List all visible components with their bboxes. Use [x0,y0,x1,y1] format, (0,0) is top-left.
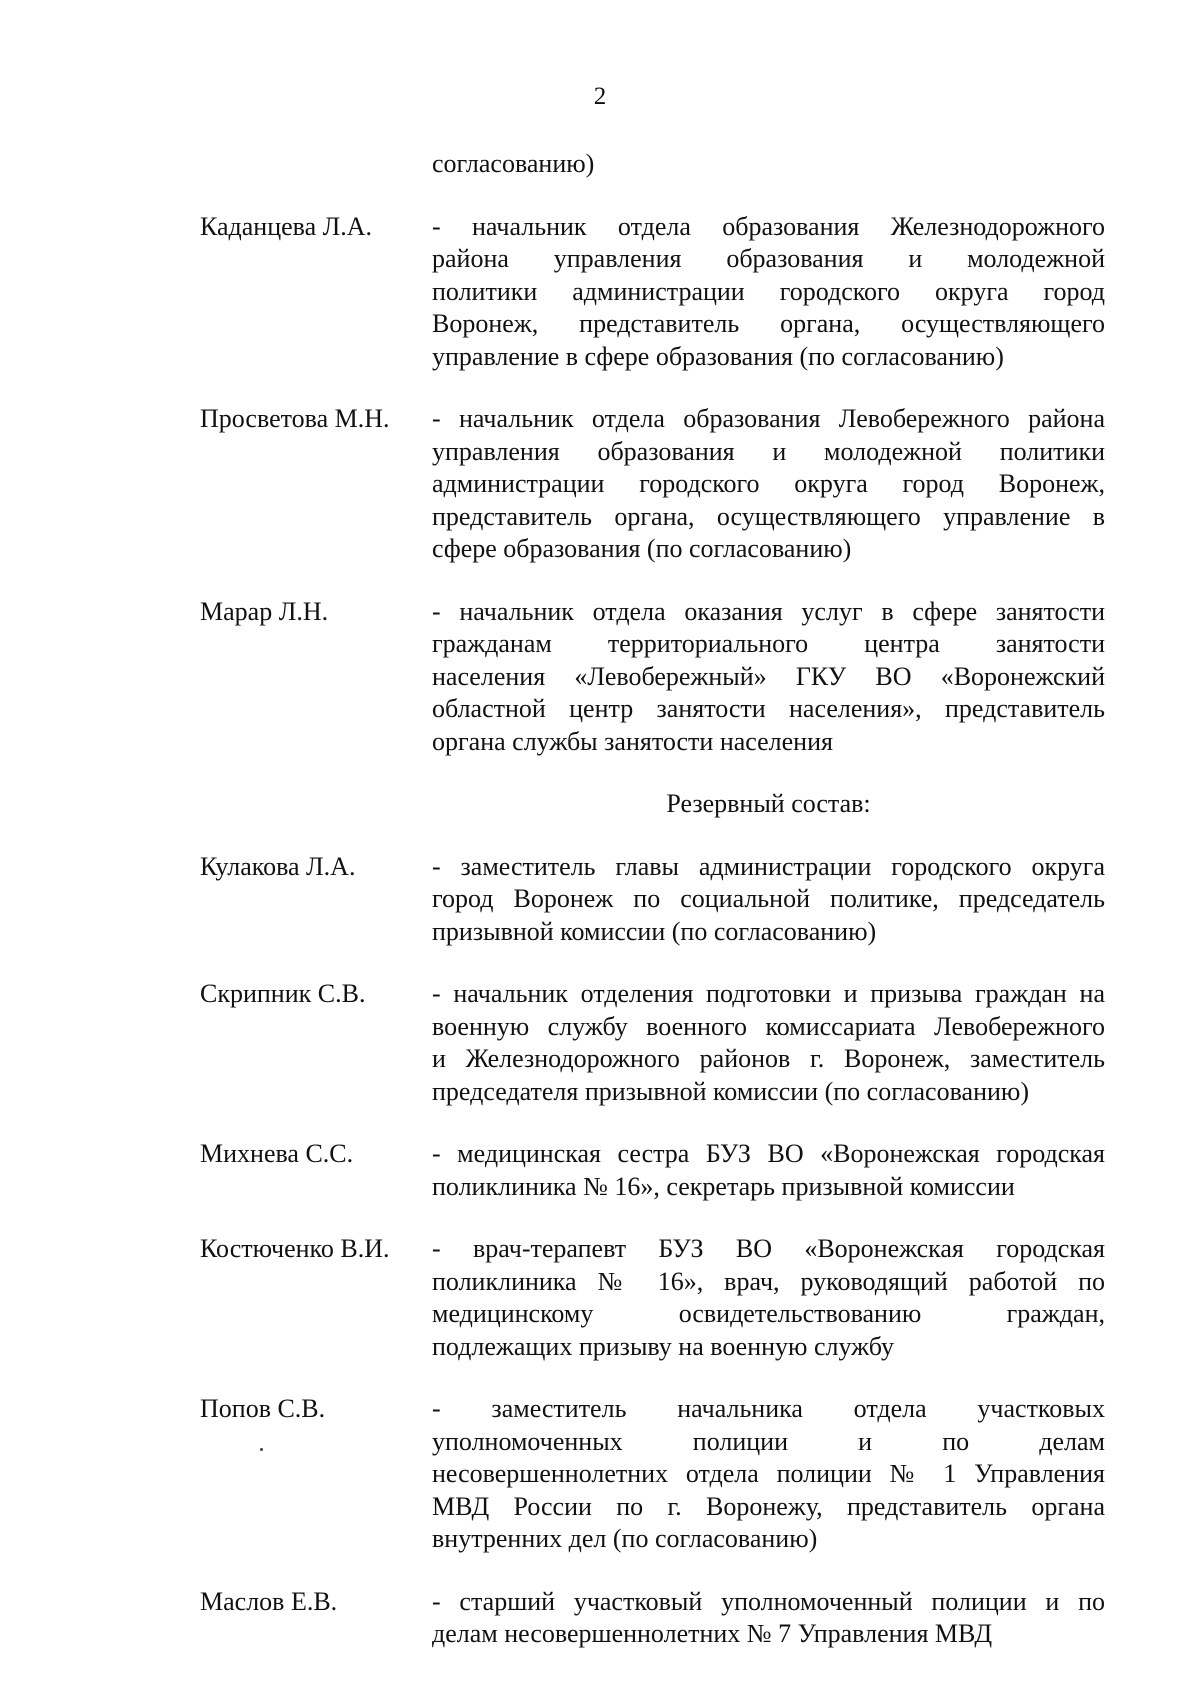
position-text-line: - начальник отделения подготовки и призыва граждан на [432,979,1105,1008]
position-text-line: - начальник отдела оказания услуг в сфере занятости [432,596,1105,626]
position-text-line: и Железнодорожного районов г. Воронеж, заместитель [432,1044,1105,1073]
position-text-line: подлежащих призыву на военную службу [432,1331,894,1361]
position-text-line: призывной комиссии (по согласованию) [432,916,877,946]
main-members-list [200,211,1105,759]
position-text-line: политики администрации городского округа город [432,276,1105,306]
member-name: Марар Л.Н. [200,596,329,626]
member-position [432,1586,1105,1651]
member-name: Михнева С.С. [200,1139,354,1168]
position-text-line: военную службу военного комиссариата Левобережного [432,1011,1105,1041]
member-position [432,1138,1105,1203]
position-text-line: внутренних дел (по согласованию) [432,1524,818,1553]
position-text-line: управления образования и молодежной политики [432,436,1105,466]
member-name: Кулакова Л.А. [200,851,356,881]
position-text-line: администрации городского округа город Воронеж, [432,469,1105,498]
position-text-line: - заместитель главы администрации городского округа [432,851,1105,881]
reserve-members-list [200,851,1105,1651]
reserve-member-entry [200,1233,1105,1363]
reserve-member-entry [200,1586,1105,1651]
position-text-line: МВД России по г. Воронежу, представитель органа [432,1491,1105,1521]
member-position [432,1233,1105,1363]
member-position [432,851,1105,949]
position-text-line: - старший участковый уполномоченный полиции и по [432,1586,1105,1616]
position-text-line: - начальник отдела образования Железнодорожного [432,211,1105,241]
member-name: Костюченко В.И. [200,1234,390,1263]
reserve-member-entry [200,1138,1105,1203]
position-text-line: - начальник отдела образования Левобережного района [432,404,1105,433]
position-text-line: делам несовершеннолетних № 7 Управления МВД [432,1619,993,1648]
position-text-line: - заместитель начальника отдела участковых [432,1394,1105,1423]
position-text-line: председателя призывной комиссии (по согласованию) [432,1076,1029,1106]
continuation-text: согласованию) [432,149,595,178]
member-position [432,403,1105,566]
position-text-line: несовершеннолетних отдела полиции № 1 Управления [432,1459,1105,1488]
main-member-entry [200,403,1105,566]
position-text-line: медицинскому освидетельствованию граждан, [432,1299,1105,1328]
position-text-line: управление в сфере образования (по согласованию) [432,341,1004,371]
position-text-line: уполномоченных полиции и по делам [432,1426,1105,1456]
main-member-entry [200,211,1105,374]
member-name: Просветова М.Н. [200,404,390,433]
member-name: Попов С.В. [200,1394,326,1423]
position-text-line: областной центр занятости населения», представитель [432,694,1105,723]
member-position [432,978,1105,1108]
reserve-member-entry [200,978,1105,1108]
reserve-member-entry [200,851,1105,949]
main-member-entry [200,596,1105,759]
position-text-line: Воронеж, представитель органа, осуществляющего [432,309,1105,338]
position-text-line: - медицинская сестра БУЗ ВО «Воронежская городская [432,1139,1105,1168]
member-name: Скрипник С.В. [200,979,366,1008]
position-text-line: поликлиника № 16», врач, руководящий работой по [432,1266,1105,1296]
position-text-line: района управления образования и молодежной [432,244,1105,273]
reserve-heading: Резервный состав: [666,789,871,818]
position-text-line: органа службы занятости населения [432,726,833,756]
position-text-line: город Воронеж по социальной политике, председатель [432,884,1105,913]
member-position [432,1393,1105,1556]
position-text-line: гражданам территориального центра занятости [432,629,1105,658]
position-text-line: представитель органа, осуществляющего управление в [432,501,1105,531]
position-text-line: сфере образования (по согласованию) [432,534,852,563]
position-text-line: поликлиника № 16», секретарь призывной комиссии [432,1171,1015,1201]
position-text-line: - врач-терапевт БУЗ ВО «Воронежская городская [432,1234,1105,1263]
page-number: 2 [593,83,607,110]
reserve-member-entry [200,1393,1105,1556]
document-content [200,148,1105,1681]
member-name: Каданцева Л.А. [200,211,373,241]
member-position [432,211,1105,374]
scan-speck [260,1448,263,1451]
position-text-line: населения «Левобережный» ГКУ ВО «Воронежский [432,661,1105,691]
member-position [432,596,1105,759]
member-name: Маслов Е.В. [200,1586,338,1616]
